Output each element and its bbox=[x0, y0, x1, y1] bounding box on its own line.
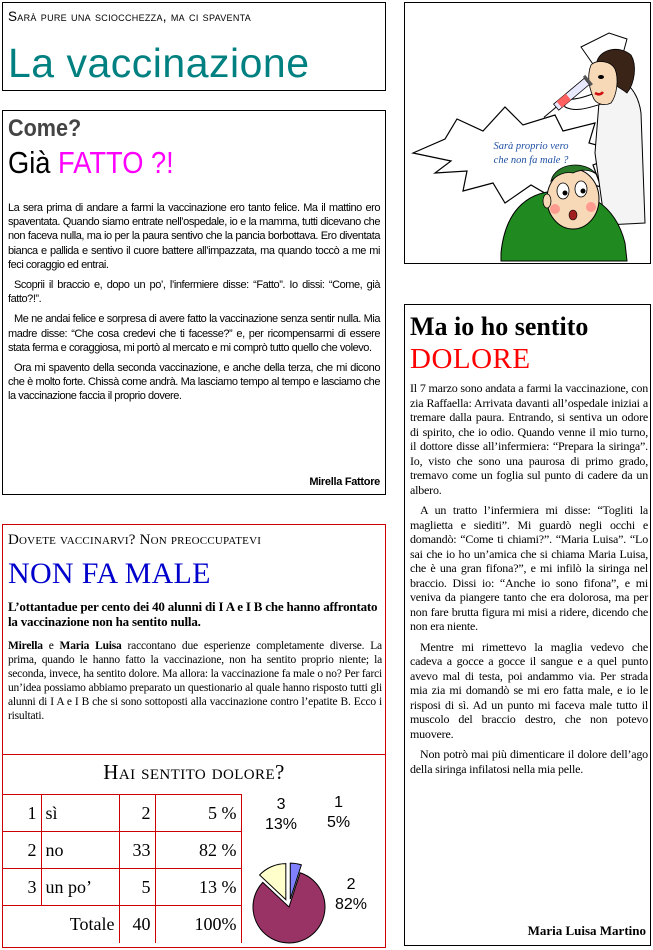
nurse-illustration bbox=[405, 3, 652, 265]
nurse-illustration-box bbox=[404, 2, 651, 264]
article-body bbox=[8, 201, 380, 410]
subheading-text: Già bbox=[8, 145, 59, 180]
header-title: La vaccinazione bbox=[8, 40, 310, 86]
pie-label-2 bbox=[335, 875, 367, 915]
row-label: sì bbox=[41, 795, 119, 832]
row-percent: 82 % bbox=[155, 832, 241, 869]
pie-label-1 bbox=[327, 793, 350, 833]
person-name: Mirella bbox=[8, 640, 43, 652]
row-count: 33 bbox=[119, 832, 155, 869]
row-label: no bbox=[41, 832, 119, 869]
article-come bbox=[2, 110, 386, 495]
body-text: raccontano due esperienze completamente diverse. La prima, quando le hanno fatto la vaccinazione, non ha sentito proprio niente; la seconda, invece, ha sentito dolore. Ma allora: la vaccinazione fa male o no? Per farci un’idea possiamo abbiamo preparato un questionario al quale hanno risposto tutti gli alunni di I A e I B che si sono sottoposti alla vaccinazione contro l’epatite B. Ecco i risultati. bbox=[8, 640, 382, 722]
total-label: Totale bbox=[3, 906, 119, 943]
speech-bubble-line: che non fa male ? bbox=[493, 155, 569, 166]
row-number: 2 bbox=[3, 832, 41, 869]
speech-bubble-line: Sarà proprio vero bbox=[493, 141, 569, 152]
paragraph: Ora mi spavento della seconda vaccinazione, e anche della terza, che mi dicono che è molto forte. Chissà come andrà. Ma lasciamo tempo al tempo e lasciamo che la vaccinazione faccia il proprio dovere. bbox=[8, 362, 380, 403]
row-number: 1 bbox=[3, 795, 41, 832]
survey-results bbox=[3, 754, 385, 947]
pie-label-value: 82% bbox=[335, 896, 368, 913]
pie-label-value: 5% bbox=[327, 814, 351, 831]
author-signature: Mirella Fattore bbox=[309, 476, 380, 488]
survey-table bbox=[3, 794, 242, 943]
table-row bbox=[3, 795, 241, 832]
paragraph: Il 7 marzo sono andata a farmi la vaccinazione, con zia Raffaella: Arrivata davanti all’ospedale iniziai a tremare dalla paura. Entrando, si sentiva un odore di spirito, che io odio. Quando venne il mio turno, il dottore disse all’infermiera: “Prepara la siringa”. Io, visto che sono una paurosa di primo grado, tremavo come un foglia sul punto di cadere da un albero. bbox=[410, 381, 648, 497]
row-percent: 13 % bbox=[155, 869, 241, 906]
header-box bbox=[2, 2, 386, 91]
row-count: 5 bbox=[119, 869, 155, 906]
article-heading: NON FA MALE bbox=[8, 557, 211, 590]
pie-label-category: 3 bbox=[276, 796, 286, 813]
paragraph: A un tratto l’infermiera mi disse: “Togliti la maglietta e siediti”. Mi guardò negli occhi e domandò: “Come ti chiami?”. “Maria Luisa”. “Lo sai che io ho un’amica che si chiama Maria Luisa, che è una gran fifona?”, e mi infilò la siringa nel braccio. Dissi io: “Anche io sono fifona”, e mi veniva da piangere tanto che era dolorosa, ma per non fare brutta figura mi misi a ridere, dicendo che non era niente. bbox=[410, 503, 648, 633]
pie-chart bbox=[243, 795, 383, 947]
article-body bbox=[8, 639, 382, 723]
table-row bbox=[3, 832, 241, 869]
article-heading: Ma io ho sentito bbox=[410, 312, 589, 341]
article-non-fa-male bbox=[2, 524, 386, 948]
row-label: un po’ bbox=[41, 869, 119, 906]
row-count: 2 bbox=[119, 795, 155, 832]
subheading-highlight: FATTO ?! bbox=[58, 145, 174, 180]
pie-label-value: 13% bbox=[265, 816, 298, 833]
paragraph: Me ne andai felice e sorpresa di avere fatto la vaccinazione senza sentir nulla. Mia madre disse: “Che cosa credevi che ti facesse?” e, per ricompensarmi di essere stata ferma e coraggiosa, mi portò al mercato e mi comprò tutto quello che volevo. bbox=[8, 313, 380, 354]
pie-label-3 bbox=[265, 795, 297, 835]
article-lead: L’ottantadue per cento dei 40 alunni di I A e I B che hanno affrontato la vaccinazione non ha sentito nulla. bbox=[8, 599, 378, 629]
survey-question: Hai sentito dolore? bbox=[103, 760, 285, 784]
table-total-row bbox=[3, 906, 241, 943]
person-name: Maria Luisa bbox=[59, 640, 122, 652]
table-row bbox=[3, 869, 241, 906]
header-kicker: Sarà pure una sciocchezza, ma ci spaventa bbox=[8, 9, 252, 24]
pie-label-category: 1 bbox=[334, 794, 344, 811]
paragraph: Non potrò mai più dimenticare il dolore dell’ago della siringa infilatosi nella mia pelle. bbox=[410, 747, 648, 776]
paragraph: Scoprii il braccio e, dopo un po’, l’infermiere disse: “Fatto”. Io dissi: “Come, già fatto?!”. bbox=[8, 279, 380, 306]
paragraph: Mentre mi rimettevo la maglia vedevo che cadeva a gocce a gocce il sangue e a quel punto avevo mal di testa, poi andammo via. Per strada mia zia mi domandò se mi ero fatta male, e io le risposi di sì. Ad un punto mi faceva male tutto il muscolo del braccio destro, che non potevo muovere. bbox=[410, 639, 648, 741]
pie-label-category: 2 bbox=[346, 876, 356, 893]
article-kicker: Dovete vaccinarvi? Non preoccupatevi bbox=[8, 532, 262, 548]
total-percent: 100% bbox=[155, 906, 241, 943]
paragraph: La sera prima di andare a farmi la vaccinazione ero tanto felice. Ma il mattino ero spaventata. Quando siamo entrate nell’ospedale, io e la mamma, tutti dicevano che non faceva nulla, ma io per la paura sentivo che la pancia borbottava. Ero diventata bianca e pallida e sentivo il cuore battere all’impazzata, ma quando toccò a me mi feci coraggio ed entrai. bbox=[8, 202, 380, 271]
article-body bbox=[410, 381, 648, 782]
author-signature: Maria Luisa Martino bbox=[527, 923, 646, 938]
article-dolore bbox=[404, 304, 651, 946]
speech-bubble-text bbox=[471, 140, 591, 168]
conjunction: e bbox=[42, 640, 60, 652]
row-percent: 5 % bbox=[155, 795, 241, 832]
article-subheading: DOLORE bbox=[410, 343, 531, 375]
row-number: 3 bbox=[3, 869, 41, 906]
total-count: 40 bbox=[119, 906, 155, 943]
pie-slice-2 bbox=[253, 873, 325, 943]
article-subheading bbox=[8, 145, 174, 181]
article-heading: Come? bbox=[8, 115, 82, 142]
